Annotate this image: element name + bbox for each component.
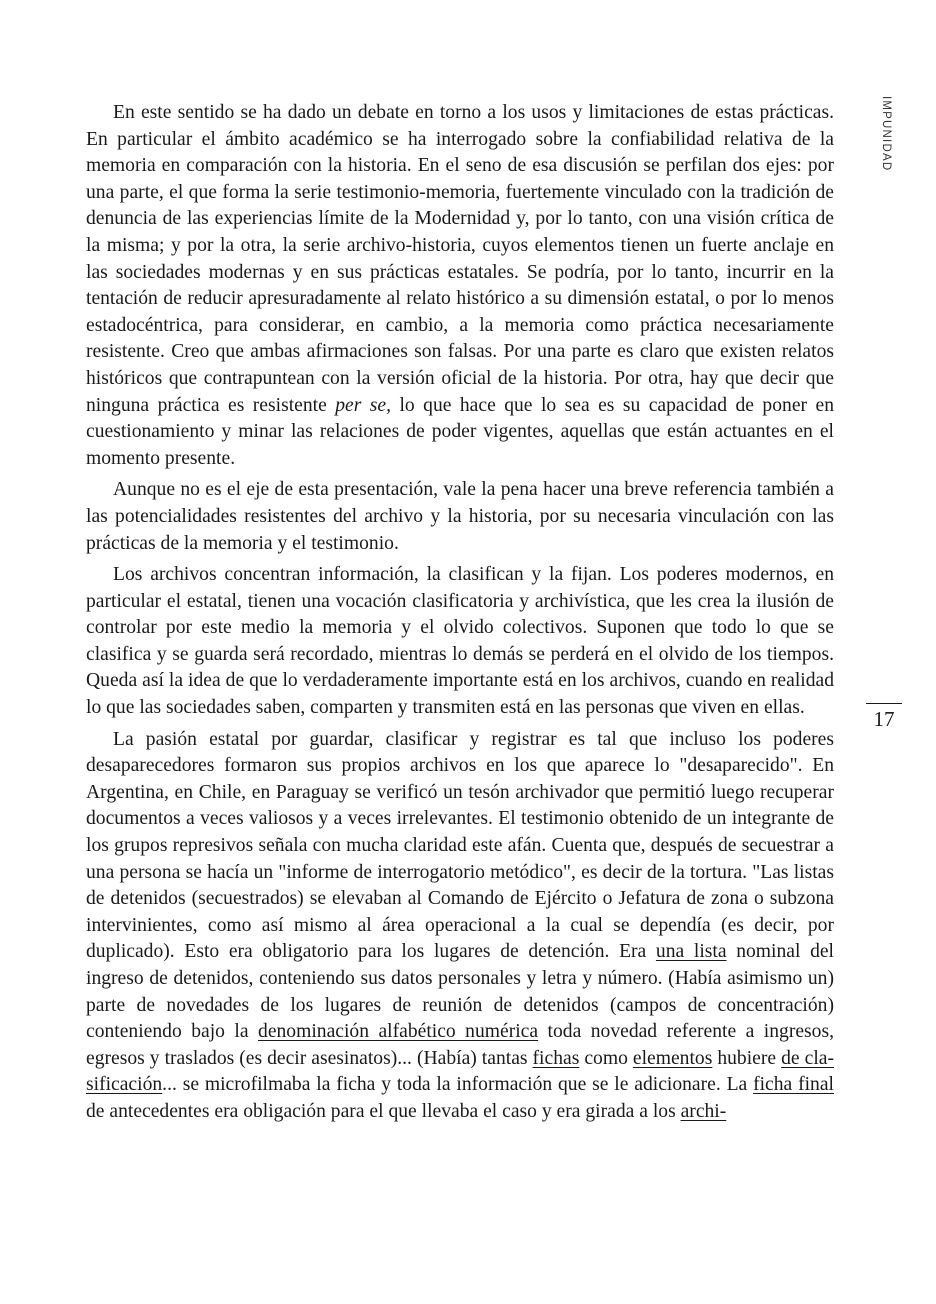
paragraph-1-text-a: En este sentido se ha dado un debate en torno a los usos y limitaciones de estas prácticas. En particular el ámbito académico se ha interrogado sobre la confiabilidad relativa de la memoria en comparación con la historia. En el seno de esa discusión se perfilan dos ejes: por una parte, el que forma la serie testimonio-memoria, fuertemente vinculado con la tradición de denuncia de las experiencias límite de la Modernidad y, por lo tanto, con una visión crítica de la misma; y por la otra, la serie archivo-historia, cuyos elementos tienen un fuerte anclaje en las sociedades modernas y en sus prácticas estatales. Se podría, por lo tanto, incurrir en la tentación de reducir apresuradamente al relato histórico a su dimensión estatal, o por lo menos estadocéntrica, para considerar, en cambio, a la memoria como práctica necesariamente resistente. Creo que ambas afirmaciones son falsas. Por una parte es claro que existen relatos históricos que contrapuntean con la versión oficial de la historia. Por otra, hay que decir que ninguna práctica es resistente <box>86 102 834 416</box>
underlined-archi: archi- <box>680 1100 727 1122</box>
italic-per-se: per se, <box>335 394 392 416</box>
paragraph-4-text-4: como <box>579 1047 633 1069</box>
page-number-rule <box>866 703 902 704</box>
underlined-elementos: elementos <box>632 1047 713 1069</box>
paragraph-3: Los archivos concentran información, la clasifican y la fijan. Los poderes modernos, en particular el estatal, tienen una vocación clasificatoria y archivística, que les crea la ilusión de controlar por este medio la memoria y el olvido colectivos. Suponen que todo lo que se clasifica y se guarda será recordado, mientras lo demás se perderá en el olvido de los tiempos. Queda así la idea de que lo verdaderamente importante está en los archivos, cuando en realidad lo que las sociedades saben, comparten y transmiten está en las personas que viven en ellas. <box>86 564 834 719</box>
running-head: IMPUNIDAD <box>880 96 892 172</box>
underlined-de-clasificacion: de clasificación <box>86 1047 834 1096</box>
underlined-denominacion: denominación alfabético numérica <box>258 1021 539 1043</box>
underlined-una-lista: una lista <box>655 941 727 963</box>
paragraph-4-text-5: hubiere <box>712 1047 782 1069</box>
paragraph-4-text-6: ... se microfilmaba la ficha y toda la información que se le adicionare. La <box>162 1074 754 1096</box>
underlined-ficha-final: ficha final <box>753 1074 834 1096</box>
paragraph-4-text-2: nominal del ingreso de detenidos, conteniendo sus datos personales y letra y número. (Había asimismo un) parte de novedades de los lugares de reunión de detenidos (campos de concentración) conteniendo bajo la <box>86 941 835 1043</box>
paragraph-4-text-3: toda novedad referente a ingresos, egresos y traslados (es decir asesinatos)... (Había) tantas <box>86 1021 834 1069</box>
body-text <box>86 100 834 1126</box>
paragraph-1 <box>86 100 834 472</box>
underlined-fichas: fichas <box>532 1047 580 1069</box>
paragraph-4-text-7: de antecedentes era obligación para el que llevaba el caso y era girada a los <box>86 1100 681 1122</box>
paragraph-1-text-b: lo que hace que lo sea es su capacidad de poner en cuestionamiento y minar las relaciones de poder vigentes, aquellas que están actuantes en el momento presente. <box>86 394 834 469</box>
paragraph-4-text-1: La pasión estatal por guardar, clasificar y registrar es tal que incluso los poderes desaparecedores formaron sus propios archivos en los que aparece lo "desaparecido". En Argentina, en Chile, en Paraguay se verificó un tesón archivador que permitió luego recuperar documentos a veces valiosos y a veces irrelevantes. El testimonio obtenido de un integrante de los grupos represivos señala con mucha claridad este afán. Cuenta que, después de secuestrar a una persona se hacía un "informe de interrogatorio metódico", es decir de la tortura. "Las listas de detenidos (secuestrados) se elevaban al Comando de Ejército o Jefatura de zona o subzona intervinientes, como así mismo al área operacional a la cual se dependía (es decir, por duplicado). Esto era obligatorio para los lugares de detención. Era <box>86 728 834 963</box>
paragraph-2: Aunque no es el eje de esta presentación, vale la pena hacer una breve referencia también a las potencialidades resistentes del archivo y la historia, por su necesaria vinculación con las prácticas de la memoria y el testimonio. <box>86 479 834 554</box>
paragraph-4 <box>86 727 834 1126</box>
page-number: 17 <box>873 707 895 731</box>
